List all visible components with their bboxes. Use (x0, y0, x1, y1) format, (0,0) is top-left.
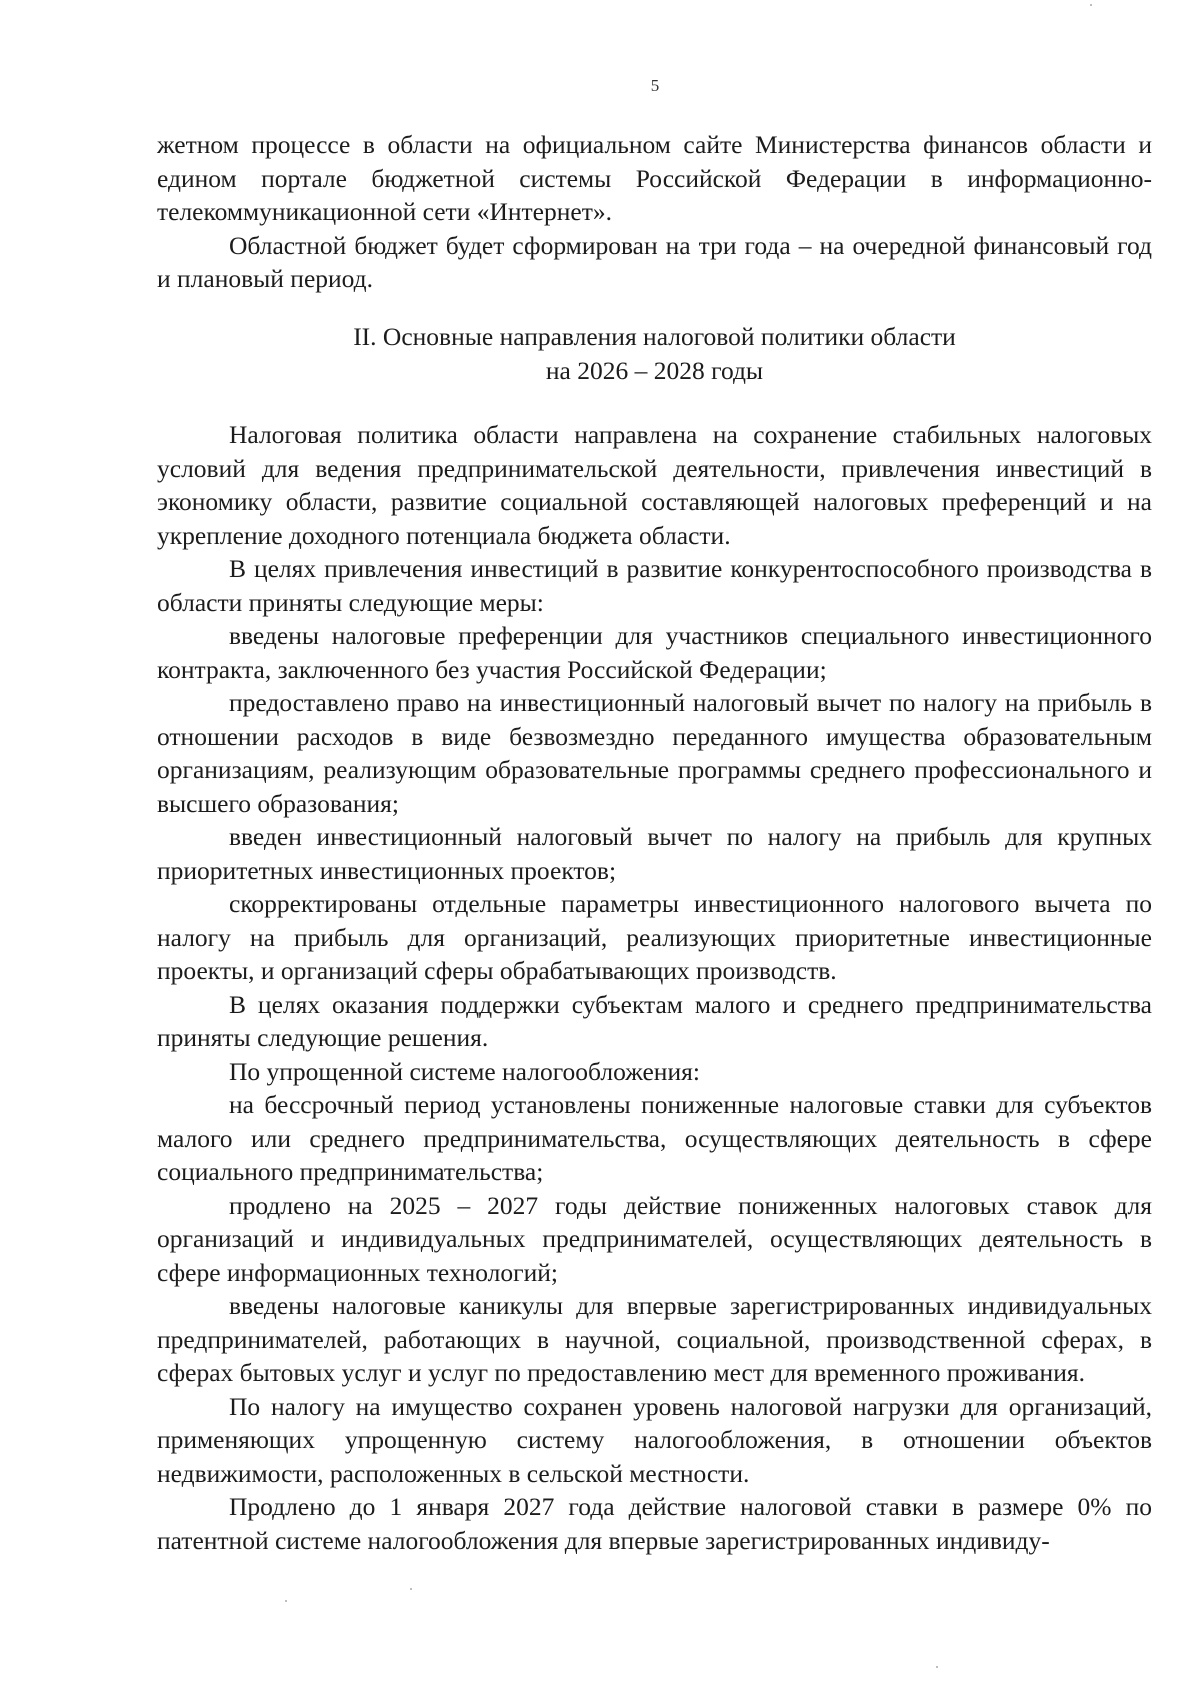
list-item: предоставлено право на инвестиционный налоговый вычет по налогу на прибыль в отношении расходов в виде безвозмездно переданного имущества образовательным организациям, реализующим образовательные программы среднего профессионального и высшего образования; (157, 688, 1152, 818)
scan-speck (410, 1588, 412, 1590)
scan-speck (936, 1666, 938, 1668)
paragraph: По налогу на имущество сохранен уровень налоговой нагрузки для организаций, применяющих упрощенную систему налогообложения, в отношении объектов недвижимости, расположенных в сельской местности. (157, 1391, 1152, 1488)
list-item: продлено на 2025 – 2027 годы действие пониженных налоговых ставок для организаций и индивидуальных предпринимателей, осуществляющих деятельность в сфере информационных технологий; (157, 1190, 1152, 1287)
list-item: введены налоговые каникулы для впервые зарегистрированных индивидуальных предпринимателей, работающих в научной, социальной, производственной сферах, в сферах бытовых услуг и услуг по предоставлению мест для временного проживания. (157, 1291, 1152, 1387)
section-heading-line: на 2026 – 2028 годы (545, 355, 764, 385)
section-heading (157, 320, 1152, 387)
list-item: введен инвестиционный налоговый вычет по налогу на прибыль для крупных приоритетных инвестиционных проектов; (157, 822, 1152, 885)
page-number: 5 (650, 76, 660, 95)
paragraph: Налоговая политика области направлена на сохранение стабильных налоговых условий для ведения предпринимательской деятельности, привлечения инвестиций в экономику области, развитие социальной составляющей налоговых преференций и на укрепление доходного потенциала бюджета области. (157, 420, 1152, 550)
section-body (157, 418, 1152, 1557)
paragraph: Продлено до 1 января 2027 года действие налоговой ставки в размере 0% по патентной системе налогообложения для впервые зарегистрированных индивиду- (157, 1492, 1152, 1555)
paragraph: В целях привлечения инвестиций в развитие конкурентоспособного производства в области приняты следующие меры: (157, 554, 1152, 617)
paragraph: Областной бюджет будет сформирован на три года – на очередной финансовый год и плановый период. (157, 230, 1152, 293)
scan-speck (1090, 4, 1092, 6)
section-heading-line: II. Основные направления налоговой политики области (353, 322, 956, 351)
list-item: скорректированы отдельные параметры инвестиционного налогового вычета по налогу на прибыль для организаций, реализующих приоритетные инвестиционные проекты, и организаций сферы обрабатывающих производств. (157, 889, 1152, 985)
paragraph: В целях оказания поддержки субъектам малого и среднего предпринимательства приняты следующие решения. (157, 989, 1152, 1052)
list-item: введены налоговые преференции для участников специального инвестиционного контракта, заключенного без участия Российской Федерации; (157, 621, 1152, 684)
paragraph: жетном процессе в области на официальном сайте Министерства финансов области и едином портале бюджетной системы Российской Федерации в информационно-телекоммуникационной сети «Интернет». (157, 130, 1152, 226)
intro-text-block (157, 128, 1152, 296)
paragraph: По упрощенной системе налогообложения: (229, 1056, 700, 1086)
list-item: на бессрочный период установлены пониженные налоговые ставки для субъектов малого или среднего предпринимательства, осуществляющих деятельность в сфере социального предпринимательства; (157, 1090, 1152, 1186)
scan-speck (285, 1600, 287, 1602)
